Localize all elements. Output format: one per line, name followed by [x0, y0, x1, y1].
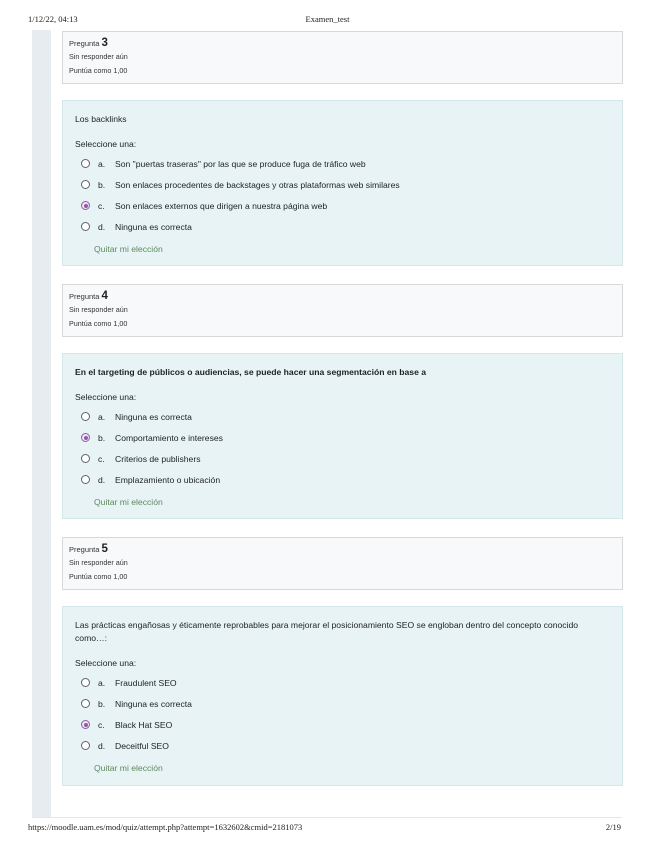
answer-list: [75, 406, 610, 490]
answer-prompt: Seleccione una:: [75, 392, 137, 402]
radio-button[interactable]: [81, 454, 90, 463]
radio-button[interactable]: [81, 678, 90, 687]
answer-label: Ninguna es correcta: [115, 221, 192, 232]
print-page-number: 2/19: [605, 822, 621, 832]
radio-button[interactable]: [81, 475, 90, 484]
answer-option-a[interactable]: a. Fraudulent SEO: [75, 672, 610, 693]
question-number: Pregunta 4: [69, 290, 108, 302]
answer-option-c[interactable]: c. Criterios de publishers: [75, 448, 610, 469]
radio-button[interactable]: [81, 412, 90, 421]
answer-label: Son "puertas traseras" por las que se produce fuga de tráfico web: [115, 158, 366, 169]
question-number: Pregunta 3: [69, 37, 108, 49]
answer-option-d[interactable]: d. Deceitful SEO: [75, 735, 610, 756]
print-title: Examen_test: [305, 14, 350, 24]
question-number: Pregunta 5: [69, 543, 108, 555]
answer-label: Ninguna es correcta: [115, 698, 192, 709]
question-status: Sin responder aún: [69, 305, 128, 314]
answer-label: Comportamiento e intereses: [115, 432, 223, 443]
clear-choice-link[interactable]: Quitar mi elección: [94, 497, 163, 507]
answer-label: Criterios de publishers: [115, 453, 201, 464]
answer-label: Emplazamiento o ubicación: [115, 474, 221, 485]
answer-option-b[interactable]: b. Son enlaces procedentes de backstages y otras plataformas web similares: [75, 174, 610, 195]
answer-label: Fraudulent SEO: [115, 677, 177, 688]
answer-option-d[interactable]: d. Emplazamiento o ubicación: [75, 469, 610, 490]
answer-label: Son enlaces externos que dirigen a nuestra página web: [115, 200, 328, 211]
print-datetime: 1/12/22, 04:13: [28, 14, 78, 24]
radio-button[interactable]: [81, 222, 90, 231]
question-info-5: [62, 537, 623, 590]
question-grade: Puntúa como 1,00: [69, 319, 128, 328]
side-rail: [32, 30, 51, 818]
answer-option-a[interactable]: a. Ninguna es correcta: [75, 406, 610, 427]
question-text: En el targeting de públicos o audiencias, se puede hacer una segmentación en base a: [75, 367, 427, 377]
answer-option-c[interactable]: c. Son enlaces externos que dirigen a nuestra página web: [75, 195, 610, 216]
question-text: Las prácticas engañosas y éticamente reprobables para mejorar el posicionamiento SEO se engloban dentro del concepto conocido como…:: [75, 620, 579, 643]
answer-option-c[interactable]: c. Black Hat SEO: [75, 714, 610, 735]
question-text: Los backlinks: [75, 114, 127, 124]
answer-prompt: Seleccione una:: [75, 139, 137, 149]
clear-choice-link[interactable]: Quitar mi elección: [94, 244, 163, 254]
question-grade: Puntúa como 1,00: [69, 66, 128, 75]
answer-prompt: Seleccione una:: [75, 658, 137, 668]
question-formulation-4: [62, 353, 623, 519]
question-info-4: [62, 284, 623, 337]
question-grade: Puntúa como 1,00: [69, 572, 128, 581]
print-footer: [0, 822, 655, 836]
radio-button-selected[interactable]: [81, 201, 90, 210]
radio-button[interactable]: [81, 180, 90, 189]
answer-option-d[interactable]: d. Ninguna es correcta: [75, 216, 610, 237]
answer-option-a[interactable]: a. Son "puertas traseras" por las que se produce fuga de tráfico web: [75, 153, 610, 174]
question-formulation-5: [62, 606, 623, 786]
radio-button-selected[interactable]: [81, 720, 90, 729]
question-info-3: [62, 31, 623, 84]
radio-button-selected[interactable]: [81, 433, 90, 442]
answer-list: [75, 672, 610, 756]
answer-label: Son enlaces procedentes de backstages y otras plataformas web similares: [115, 179, 400, 190]
question-status: Sin responder aún: [69, 52, 128, 61]
print-header: [0, 14, 655, 28]
radio-button[interactable]: [81, 699, 90, 708]
answer-option-b[interactable]: b. Comportamiento e intereses: [75, 427, 610, 448]
answer-list: [75, 153, 610, 237]
radio-button[interactable]: [81, 741, 90, 750]
question-status: Sin responder aún: [69, 558, 128, 567]
radio-button[interactable]: [81, 159, 90, 168]
answer-option-b[interactable]: b. Ninguna es correcta: [75, 693, 610, 714]
question-formulation-3: [62, 100, 623, 266]
answer-label: Deceitful SEO: [115, 740, 169, 751]
print-url: https://moodle.uam.es/mod/quiz/attempt.php?attempt=1632602&cmid=2181073: [28, 822, 303, 832]
page-divider: [32, 817, 622, 818]
clear-choice-link[interactable]: Quitar mi elección: [94, 763, 163, 773]
answer-label: Ninguna es correcta: [115, 411, 192, 422]
answer-label: Black Hat SEO: [115, 719, 173, 730]
